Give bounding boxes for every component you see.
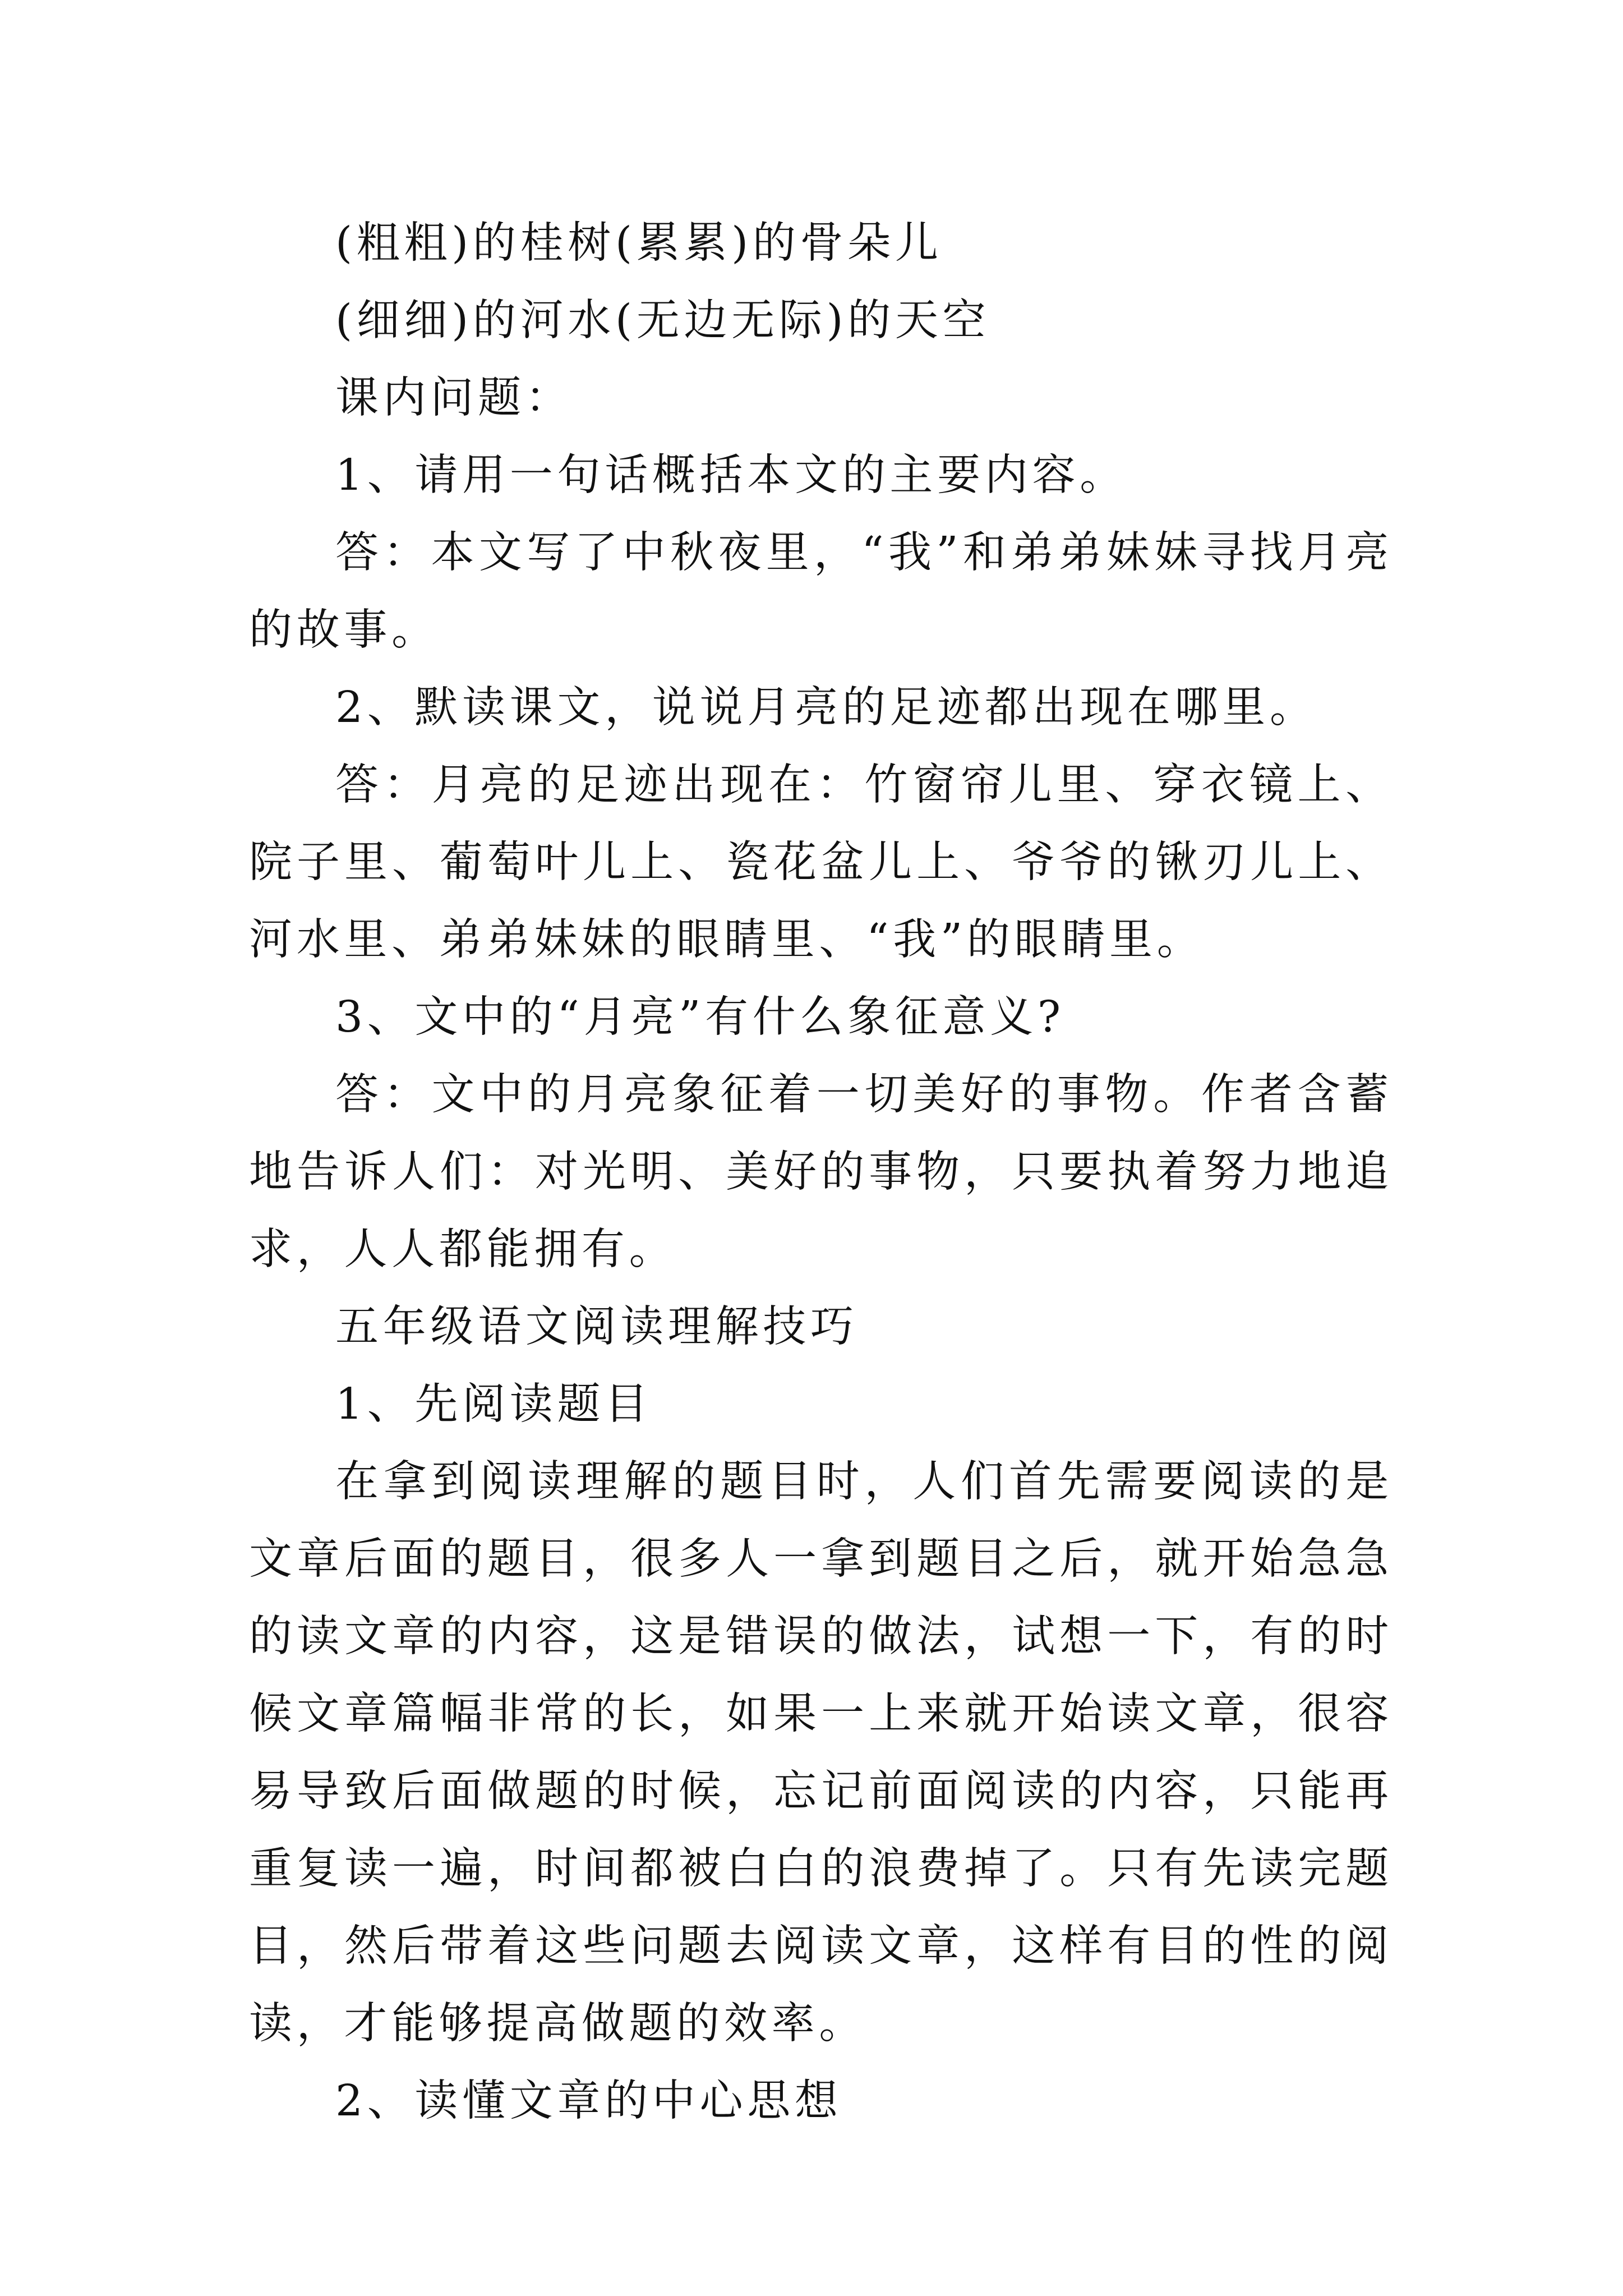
paragraph-answer-1: 答：本文写了中秋夜里，“我”和弟弟妹妹寻找月亮的故事。 <box>249 528 1393 655</box>
paragraph-word-pairs-2: (细细)的河水(无边无际)的天空 <box>335 296 990 346</box>
paragraph-question-3: 3、文中的“月亮”有什么象征意义? <box>335 992 1065 1042</box>
document-body <box>249 205 1393 2140</box>
tip-heading-1: 1、先阅读题目 <box>335 1379 652 1429</box>
tip-heading-2: 2、读懂文章的中心思想 <box>335 2076 842 2126</box>
paragraph-answer-3: 答：文中的月亮象征着一切美好的事物。作者含蓄地告诉人们：对光明、美好的事物，只要执着努力地追求，人人都能拥有。 <box>249 1070 1393 1274</box>
tip-body-1: 在拿到阅读理解的题目时，人们首先需要阅读的是文章后面的题目，很多人一拿到题目之后，就开始急急的读文章的内容，这是错误的做法，试想一下，有的时候文章篇幅非常的长，如果一上来就开始读文章，很容易导致后面做题的时候，忘记前面阅读的内容，只能再重复读一遍，时间都被白白的浪费掉了。只有先读完题目，然后带着这些问题去阅读文章，这样有目的性的阅读，才能够提高做题的效率。 <box>249 1457 1393 2049</box>
paragraph-question-1: 1、请用一句话概括本文的主要内容。 <box>335 450 1127 500</box>
paragraph-answer-2: 答：月亮的足迹出现在：竹窗帘儿里、穿衣镜上、院子里、葡萄叶儿上、瓷花盆儿上、爷爷的锹刃儿上、河水里、弟弟妹妹的眼睛里、“我”的眼睛里。 <box>249 760 1393 965</box>
paragraph-word-pairs-1: (粗粗)的桂树(累累)的骨朵儿 <box>335 218 943 268</box>
paragraph-questions-heading: 课内问题： <box>335 373 573 423</box>
section-title-reading-tips: 五年级语文阅读理解技巧 <box>335 1302 858 1352</box>
paragraph-question-2: 2、默读课文，说说月亮的足迹都出现在哪里。 <box>335 683 1317 733</box>
